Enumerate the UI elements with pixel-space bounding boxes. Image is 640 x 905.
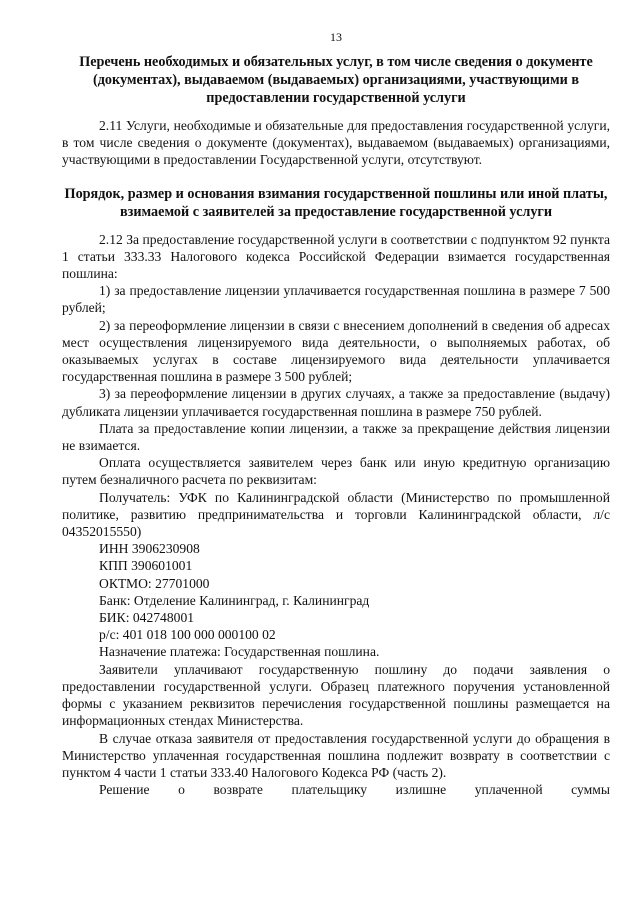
requisite-bik: БИК: 042748001 (99, 610, 195, 626)
paragraph-recipient: Получатель: УФК по Калининградской области (Министерство по промышленной политике, развитию предпринимательства и торговли Калининградской области, л/с 04352015550) (62, 489, 610, 540)
requisite-oktmo: ОКТМО: 27701000 (99, 575, 210, 591)
requisite-purpose: Назначение платежа: Государственная пошлина. (99, 644, 380, 660)
paragraph-refusal-refund: В случае отказа заявителя от предоставления государственной услуги до обращения в Министерство уплаченная государственная пошлина подлежит возврату в соответствии с пунктом 4 части 1 статьи 333.40 Налогового Кодекса РФ (часть 2). (62, 730, 610, 780)
paragraph-2-11: 2.11 Услуги, необходимые и обязательные для предоставления государственной услуги, в том числе сведения о документе (документах), выдаваемом (выдаваемых) организациями, участвующими в предоставлении Государственной услуги, отсутствуют. (62, 118, 610, 168)
paragraph-2-12: 2.12 За предоставление государственной услуги в соответствии с подпунктом 92 пункта 1 статьи 333.33 Налогового кодекса Российской Федерации взимается государственная пошлина: (62, 231, 610, 282)
paragraph-copy-fee: Плата за предоставление копии лицензии, а также за прекращение действия лицензии не взимается. (62, 420, 610, 454)
requisite-inn: ИНН 3906230908 (99, 541, 200, 557)
paragraph-payment-method: Оплата осуществляется заявителем через банк или иную кредитную организацию путем безналичного расчета по реквизитам: (62, 455, 610, 488)
fee-item-3: 3) за переоформление лицензии в других случаях, а также за предоставление (выдачу) дубликата лицензии уплачивается государственная пошлина в размере 750 рублей. (62, 386, 610, 419)
requisite-kpp: КПП 390601001 (99, 558, 193, 574)
fee-item-1: 1) за предоставление лицензии уплачивается государственная пошлина в размере 7 500 рублей; (62, 283, 610, 316)
requisite-bank: Банк: Отделение Калининград, г. Калининград (99, 592, 370, 608)
section-title-required-services: Перечень необходимых и обязательных услуг, в том числе сведения о документе (документах), выдаваемом (выдаваемых) организациями, участвующими в предоставлении государственной услуги (79, 54, 593, 106)
document-page (62, 30, 610, 798)
section-title-state-fee: Порядок, размер и основания взимания государственной пошлины или иной платы, взимаемой с заявителей за предоставление государственной услуги (64, 185, 608, 220)
paragraph-fee-before-application: Заявители уплачивают государственную пошлину до подачи заявления о предоставлении государственной услуги. Образец платежного поручения установленной формы с указанием реквизитов перечисления государственной пошлины размещается на информационных стендах Министерства. (62, 661, 610, 729)
fee-item-2: 2) за переоформление лицензии в связи с внесением дополнений в сведения об адресах мест осуществления лицензируемого вида деятельности, о выполняемых работах, об оказываемых услугах в составе лицензируемого вида деятельности уплачивается государственная пошлина в размере 3 500 рублей; (62, 317, 610, 385)
paragraph-refund-decision: Решение о возврате плательщику излишне уплаченной суммы (99, 782, 610, 798)
requisite-account: р/с: 401 018 100 000 000100 02 (99, 627, 276, 643)
page-number: 13 (330, 30, 342, 44)
